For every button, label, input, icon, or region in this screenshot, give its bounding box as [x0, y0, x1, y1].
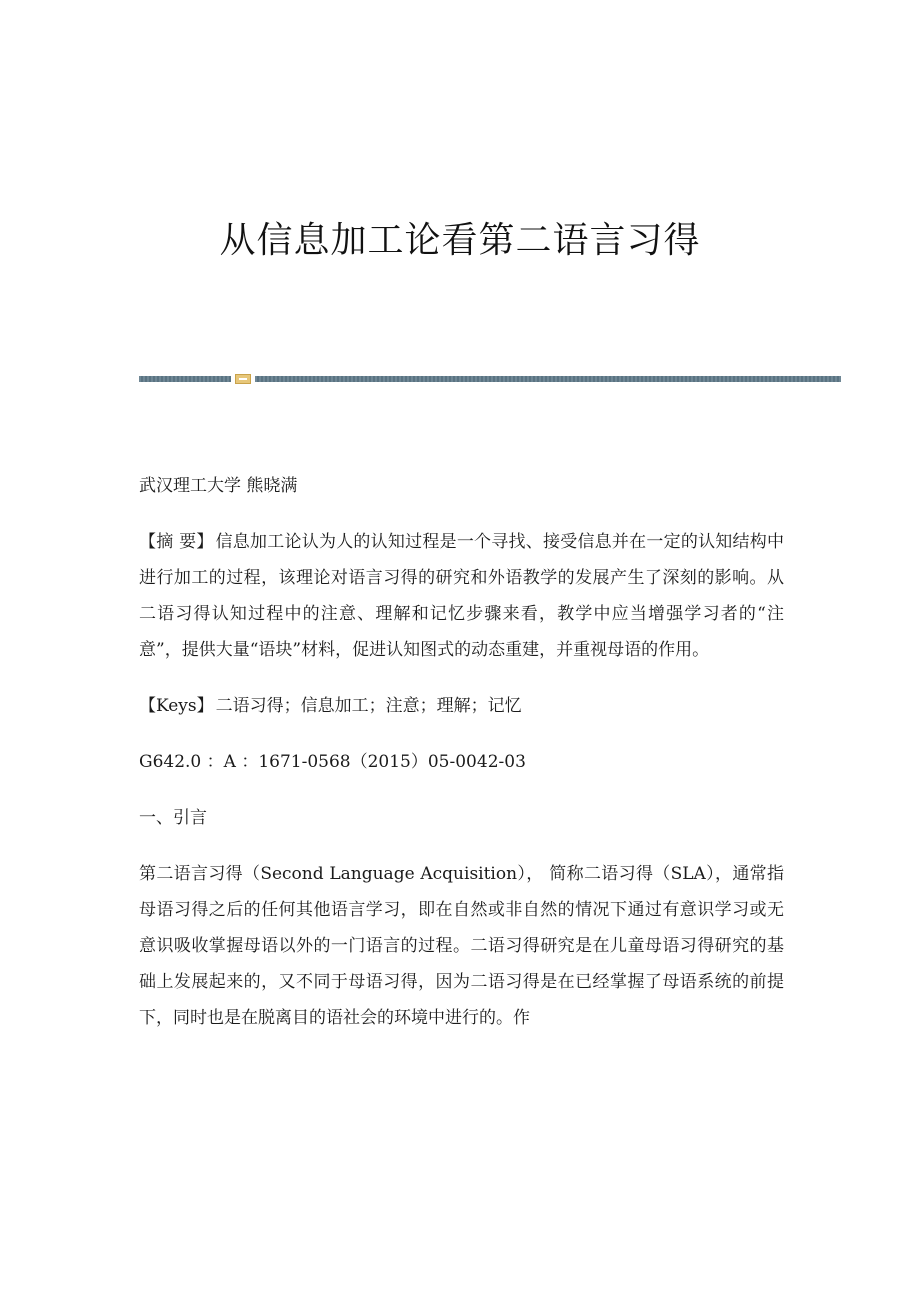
paper-body — [139, 468, 784, 1056]
divider-ornament-icon — [235, 374, 251, 384]
abstract-text: 信息加工论认为人的认知过程是一个寻找、接受信息并在一定的认知结构中进行加工的过程，该理论对语言习得的研究和外语教学的发展产生了深刻的影响。从二语习得认知过程中的注意、理解和记忆步骤来看，教学中应当增强学习者的“注意”，提供大量“语块”材料，促进认知图式的动态重建，并重视母语的作用。 — [139, 532, 785, 660]
body-paragraph: 第二语言习得（Second Language Acquisition）， 简称二语习得（SLA），通常指母语习得之后的任何其他语言学习，即在自然或非自然的情况下通过有意识学习或无意识吸收掌握母语以外的一门语言的过程。二语习得研究是在儿童母语习得研究的基础上发展起来的，又不同于母语习得，因为二语习得是在已经掌握了母语系统的前提下，同时也是在脱离目的语社会的环境中进行的。作 — [139, 864, 784, 1028]
abstract-label: 【摘 要】 — [139, 532, 214, 552]
author-line: 武汉理工大学 熊晓满 — [139, 476, 298, 496]
keywords-paragraph — [139, 688, 784, 724]
section-heading: 一、引言 — [139, 808, 207, 828]
divider-bar-left — [139, 376, 231, 382]
title-divider — [139, 374, 841, 384]
classification-line: G642.0 ：A ：1671-0568（2015）05-0042-03 — [139, 752, 526, 772]
keywords-label: 【Keys】 — [139, 696, 214, 716]
paper-title: 从信息加工论看第二语言习得 — [219, 220, 701, 261]
abstract-paragraph — [139, 524, 784, 668]
keywords-text: 二语习得；信息加工；注意；理解；记忆 — [215, 696, 522, 716]
divider-bar-right — [255, 376, 841, 382]
